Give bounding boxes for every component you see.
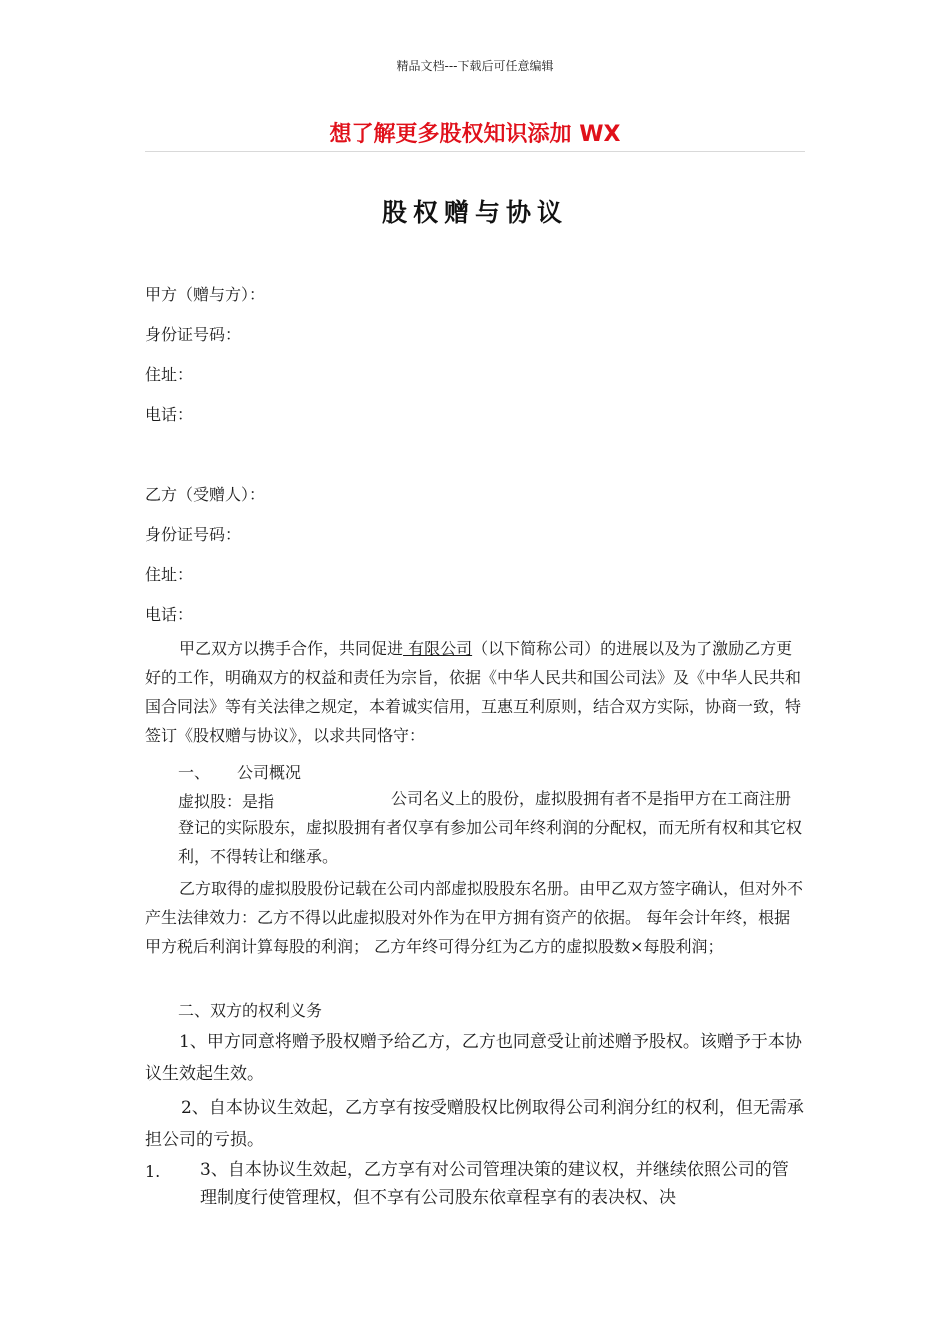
- company-name-blank: 有限公司: [403, 639, 473, 658]
- header-divider: [145, 151, 805, 152]
- document-title: 股权赠与协议: [381, 198, 568, 227]
- virtual-share-definition: 公司名义上的股份，虚拟股拥有者不是指甲方在工商注册登记的实际股东，虚拟股拥有者仅享有参加公司年终利润的分配权，而无所有权和其它权利，不得转让和继承。: [178, 789, 803, 866]
- party-a-address: 住址：: [145, 365, 194, 384]
- list-number: 1.: [145, 1162, 161, 1181]
- party-a-label: 甲方（赠与方）：: [145, 285, 266, 304]
- intro-part1: 甲乙双方以携手合作，共同促进: [179, 639, 404, 658]
- section2-item3: 3、自本协议生效起，乙方享有对公司管理决策的建议权，并继续依照公司的管理制度行使管理权，但不享有公司股东依章程享有的表决权、决: [200, 1160, 789, 1208]
- party-a-id: 身份证号码：: [145, 325, 242, 344]
- virtual-share-label: 虚拟股：是指: [178, 792, 275, 811]
- section2-item2: 2、自本协议生效起，乙方享有按受赠股权比例取得公司利润分红的权利，但无需承担公司的亏损。: [145, 1098, 804, 1150]
- section1-number: 一、: [178, 763, 211, 782]
- party-b-address: 住址：: [145, 565, 194, 584]
- party-b-id: 身份证号码：: [145, 525, 242, 544]
- section2-item1: 1、甲方同意将赠予股权赠予给乙方，乙方也同意受让前述赠予股权。该赠予于本协议生效起生效。: [145, 1032, 802, 1084]
- section1-para2: 乙方取得的虚拟股股份记载在公司内部虚拟股股东名册。由甲乙双方签字确认，但对外不产生法律效力：乙方不得以此虚拟股对外作为在甲方拥有资产的依据。 每年会计年终，根据甲方税后利润计算每股的利润； 乙方年终可得分红为乙方的虚拟股数×每股利润；: [145, 879, 804, 956]
- header-note: 精品文档---下载后可任意编辑: [396, 59, 554, 73]
- section2-title: 二、双方的权利义务: [178, 1001, 323, 1020]
- party-b-phone: 电话：: [145, 605, 194, 624]
- party-b-label: 乙方（受赠人）：: [145, 485, 266, 504]
- promo-banner: 想了解更多股权知识添加 WX: [329, 122, 621, 147]
- intro-paragraph: [145, 634, 805, 750]
- intro-part2: （以下简称公司）的进展以及为了激励乙方更好的工作，明确双方的权益和责任为宗旨，依据《中华人民共和国公司法》及《中华人民共和国合同法》等有关法律之规定，本着诚实信用，互惠互利原则，结合双方实际，协商一致，特签订《股权赠与协议》，以求共同恪守：: [145, 639, 802, 745]
- section1-title: 公司概况: [237, 763, 302, 782]
- party-a-phone: 电话：: [145, 405, 194, 424]
